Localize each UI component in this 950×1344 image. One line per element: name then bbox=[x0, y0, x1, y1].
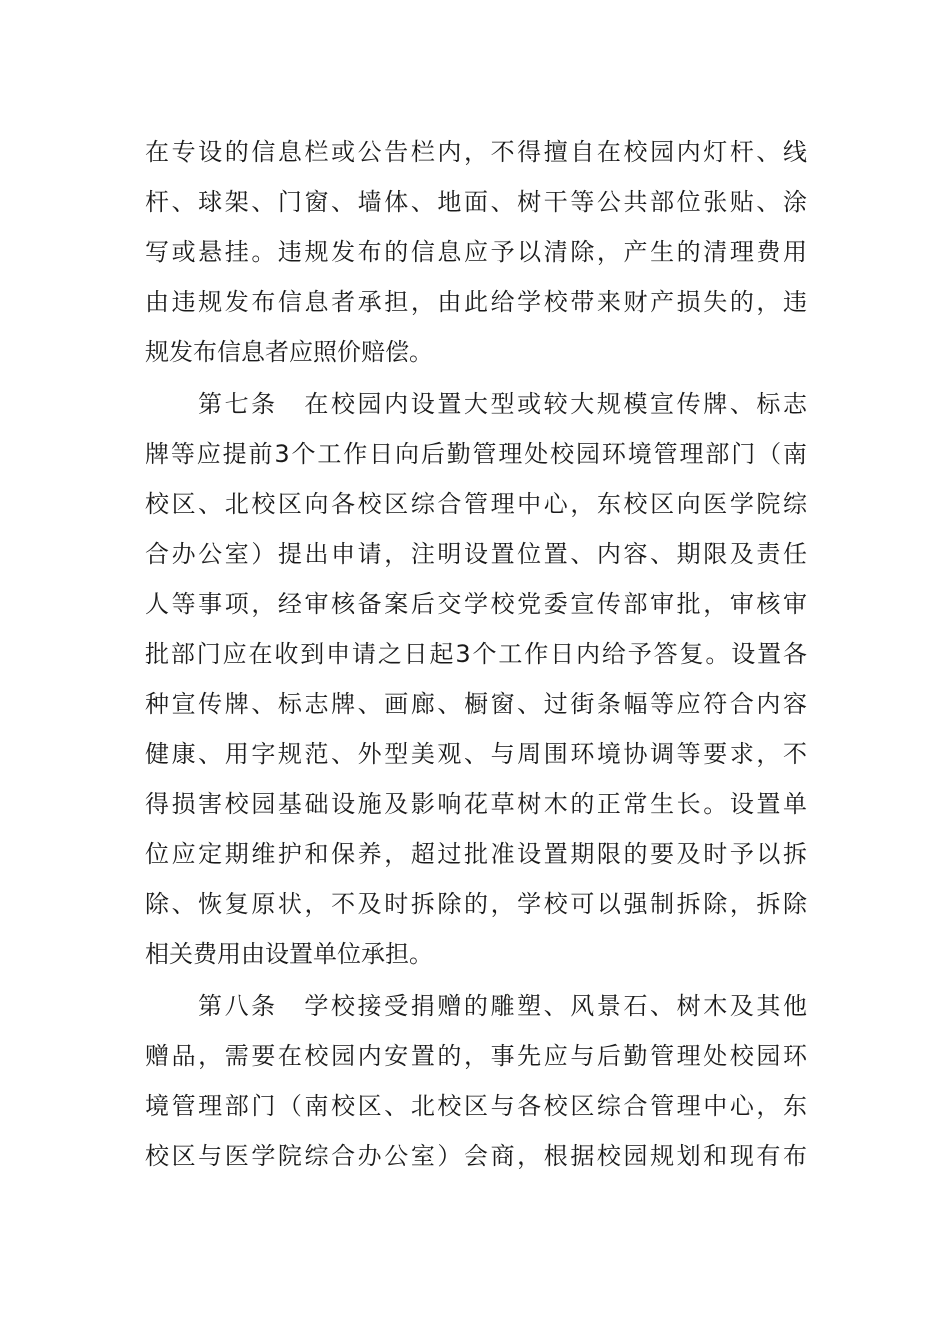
text-line: 牌等应提前3个工作日向后勤管理处校园环境管理部门（南 bbox=[145, 440, 807, 468]
text-line: 批部门应在收到申请之日起3个工作日内给予答复。设置各 bbox=[145, 640, 807, 668]
text-line: 由违规发布信息者承担，由此给学校带来财产损失的，违 bbox=[145, 288, 807, 316]
text-line: 境管理部门（南校区、北校区与各校区综合管理中心，东 bbox=[145, 1092, 807, 1120]
text-line: 第八条 学校接受捐赠的雕塑、风景石、树木及其他 bbox=[198, 992, 807, 1020]
text-line: 种宣传牌、标志牌、画廊、橱窗、过街条幅等应符合内容 bbox=[145, 690, 807, 718]
text-line: 规发布信息者应照价赔偿。 bbox=[145, 338, 433, 366]
text-line: 健康、用字规范、外型美观、与周围环境协调等要求，不 bbox=[145, 740, 807, 768]
text-line: 写或悬挂。违规发布的信息应予以清除，产生的清理费用 bbox=[145, 238, 807, 266]
text-line: 赠品，需要在校园内安置的，事先应与后勤管理处校园环 bbox=[145, 1042, 807, 1070]
text-line: 除、恢复原状，不及时拆除的，学校可以强制拆除，拆除 bbox=[145, 890, 807, 918]
text-line: 杆、球架、门窗、墙体、地面、树干等公共部位张贴、涂 bbox=[145, 188, 807, 216]
paragraph-continuation bbox=[145, 127, 807, 377]
text-line: 位应定期维护和保养，超过批准设置期限的要及时予以拆 bbox=[145, 840, 807, 868]
text-line: 得损害校园基础设施及影响花草树木的正常生长。设置单 bbox=[145, 790, 807, 818]
paragraph-article-7 bbox=[145, 379, 807, 979]
text-line: 人等事项，经审核备案后交学校党委宣传部审批，审核审 bbox=[145, 590, 807, 618]
text-line: 在专设的信息栏或公告栏内，不得擅自在校园内灯杆、线 bbox=[145, 138, 807, 166]
text-line: 相关费用由设置单位承担。 bbox=[145, 940, 433, 968]
text-line: 第七条 在校园内设置大型或较大规模宣传牌、标志 bbox=[198, 390, 807, 418]
text-line: 校区、北校区向各校区综合管理中心，东校区向医学院综 bbox=[145, 490, 807, 518]
paragraph-article-8 bbox=[145, 981, 807, 1181]
document-body bbox=[145, 127, 807, 1181]
text-line: 校区与医学院综合办公室）会商，根据校园规划和现有布 bbox=[145, 1142, 807, 1170]
text-line: 合办公室）提出申请，注明设置位置、内容、期限及责任 bbox=[145, 540, 807, 568]
